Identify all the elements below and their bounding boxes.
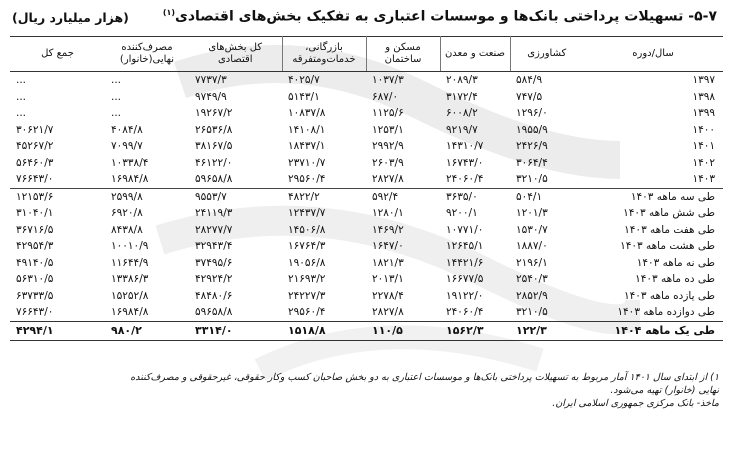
value-cell: ۱۲۸۰/۱ bbox=[372, 207, 404, 220]
value-cell: ۳۰۶۴/۴ bbox=[516, 156, 548, 169]
table-row bbox=[10, 89, 723, 106]
value-cell: ۷۶۶۴۳/۰ bbox=[16, 306, 54, 319]
value-cell: ۱۶۴۷/۰ bbox=[372, 240, 404, 253]
value-cell: ۲۵۴۰/۳ bbox=[516, 273, 548, 286]
period-cell: ۱۴۰۲ bbox=[692, 156, 715, 169]
value-cell: ۸۴۳۸/۸ bbox=[111, 223, 143, 236]
column-header: کشاورزی bbox=[510, 37, 583, 72]
value-cell: ۶۳۷۳۳/۵ bbox=[16, 289, 54, 302]
value-cell: ۲۸۲۷۷/۷ bbox=[195, 223, 233, 236]
value-cell: ۲۴۰۶۰/۴ bbox=[440, 171, 510, 188]
value-cell: ۱۶۹۸۴/۸ bbox=[111, 306, 149, 319]
period-cell: ۱۴۰۳ bbox=[583, 171, 723, 188]
value-cell: ۱۲۵۳/۱ bbox=[372, 123, 404, 136]
period-cell: ۱۴۰۱ bbox=[692, 140, 715, 153]
value-cell: ۳۲۱۰/۵ bbox=[516, 306, 548, 319]
value-cell: ۴۵۲۶۷/۲ bbox=[16, 140, 54, 153]
value-cell: ۳۷۴۹۵/۶ bbox=[195, 256, 233, 269]
value-cell: ۳۲۹۴۳/۴ bbox=[195, 240, 233, 253]
value-cell: ... bbox=[16, 90, 27, 103]
column-header: کل بخش‌های اقتصادی bbox=[189, 37, 282, 72]
period-cell: طی ده ماهه ۱۴۰۳ bbox=[635, 273, 715, 286]
value-cell: ۱۴۳۱۰/۷ bbox=[446, 140, 484, 153]
value-cell: ۱۲۰۱/۳ bbox=[516, 207, 548, 220]
value-cell: ۲۴۲۶/۹ bbox=[516, 140, 548, 153]
value-cell: ۱۴۱۰۸/۱ bbox=[288, 123, 326, 136]
value-cell: ۱۱۶۴۴/۹ bbox=[111, 256, 149, 269]
source-note: ماخذ- بانک مرکزی جمهوری اسلامی ایران. bbox=[552, 398, 719, 409]
value-cell: ... bbox=[111, 107, 122, 120]
value-cell: ۲۱۶۹۳/۲ bbox=[288, 273, 326, 286]
value-cell: ۳۸۱۶۷/۵ bbox=[195, 140, 233, 153]
value-cell: ۷۰۹۹/۷ bbox=[111, 140, 143, 153]
period-cell: ۱۳۹۸ bbox=[692, 90, 715, 103]
value-cell: ۶۸۷/۰ bbox=[372, 90, 399, 103]
value-cell: ۱۲۶۴۵/۱ bbox=[446, 240, 484, 253]
value-cell: ۱۰۷۷۱/۰ bbox=[446, 223, 484, 236]
value-cell: ۱۸۲۱/۳ bbox=[372, 256, 404, 269]
footnote-1-continued: نهایی (خانوار) تهیه می‌شود. bbox=[610, 385, 719, 396]
value-cell: ۲۸۲۷/۸ bbox=[366, 171, 440, 188]
value-cell: ۱۸۸۷/۰ bbox=[516, 240, 548, 253]
value-cell: ۲۴۱۱۹/۳ bbox=[195, 207, 233, 220]
value-cell: ۵۸۴/۹ bbox=[516, 74, 543, 87]
table-row bbox=[10, 288, 723, 305]
value-cell: ۵۶۳۱۰/۵ bbox=[16, 273, 54, 286]
value-cell: ۳۶۷۱۶/۵ bbox=[16, 223, 54, 236]
value-cell: ۱۰۳۳۸/۴ bbox=[111, 156, 149, 169]
footnote-1: ۱) از ابتدای سال ۱۴۰۱ آمار مربوط به تسهیلات پرداختی بانک‌ها و موسسات اعتباری به دو بخش صاحبان کسب وکار حقوقی، غیرحقوقی و مصرف‌کننده bbox=[130, 372, 719, 383]
title-footnote-marker: (۱) bbox=[162, 8, 176, 17]
value-cell: ۱۹۵۵/۹ bbox=[516, 123, 548, 136]
value-cell: ۵۹۲/۴ bbox=[372, 190, 399, 203]
table-row bbox=[10, 188, 723, 205]
period-cell: طی یازده ماهه ۱۴۰۳ bbox=[623, 289, 715, 302]
table-row bbox=[10, 304, 723, 321]
period-cell: طی سه ماهه ۱۴۰۳ bbox=[630, 190, 715, 203]
value-cell: ۵۰۴/۱ bbox=[516, 190, 543, 203]
value-cell: ۱۵۲۵۲/۸ bbox=[111, 289, 149, 302]
table-body bbox=[10, 72, 723, 341]
table-row bbox=[10, 72, 723, 89]
period-cell: طی یک ماهه ۱۴۰۴ bbox=[583, 321, 723, 340]
value-cell: ۱۰۰۱۰/۹ bbox=[111, 240, 149, 253]
period-cell: ۱۳۹۹ bbox=[692, 107, 715, 120]
value-cell: ۳۲۱۰/۵ bbox=[510, 171, 583, 188]
value-cell: ۲۴۲۲۷/۳ bbox=[288, 289, 326, 302]
table-row bbox=[10, 222, 723, 239]
value-cell: ۱۹۰۵۶/۸ bbox=[288, 256, 326, 269]
value-cell: ۱۸۴۳۷/۱ bbox=[288, 140, 326, 153]
table-row bbox=[10, 155, 723, 172]
column-header: بازرگانی، خدمات‌ومتفرقه bbox=[282, 37, 366, 72]
value-cell: ۷۴۷/۵ bbox=[516, 90, 543, 103]
table-head bbox=[10, 37, 723, 72]
value-cell: ۲۳۷۱۰/۷ bbox=[288, 156, 326, 169]
column-header: مسکن و ساختمان bbox=[366, 37, 440, 72]
column-header: صنعت و معدن bbox=[440, 37, 510, 72]
period-cell: طی نه ماهه ۱۴۰۳ bbox=[636, 256, 715, 269]
value-cell: ۹۷۴۹/۹ bbox=[195, 90, 227, 103]
column-header: جمع کل bbox=[10, 37, 105, 72]
value-cell: ۴۲۹۲۴/۲ bbox=[195, 273, 233, 286]
value-cell: ۴۸۴۸۰/۶ bbox=[195, 289, 233, 302]
value-cell: ۱۴۴۲۱/۶ bbox=[446, 256, 484, 269]
period-cell: طی دوازده ماهه ۱۴۰۳ bbox=[617, 306, 715, 319]
value-cell: ۹۲۰۰/۱ bbox=[446, 207, 478, 220]
value-cell: ۴۲۹۵۴/۳ bbox=[16, 240, 54, 253]
table-title-text: ۵-۷- تسهیلات پرداختی بانک‌ها و موسسات اعتباری به تفکیک بخش‌های اقتصادی bbox=[175, 8, 717, 25]
table-row bbox=[10, 171, 723, 188]
period-cell: طی هشت ماهه ۱۴۰۳ bbox=[620, 240, 715, 253]
value-cell: ۵۹۶۵۸/۸ bbox=[189, 171, 282, 188]
value-cell: ۱۱۰/۵ bbox=[366, 321, 440, 340]
data-table bbox=[10, 36, 723, 341]
value-cell: ۴۰۲۵/۷ bbox=[288, 74, 320, 87]
value-cell: ۳۰۶۲۱/۷ bbox=[16, 123, 54, 136]
value-cell: ۱۲۲/۳ bbox=[510, 321, 583, 340]
value-cell: ۲۵۹۹/۸ bbox=[111, 190, 143, 203]
table-row bbox=[10, 238, 723, 255]
value-cell: ۱۲۴۳۷/۷ bbox=[288, 207, 326, 220]
value-cell: ۲۰۸۹/۳ bbox=[446, 74, 478, 87]
column-header: مصرف‌کننده نهایی(خانوار) bbox=[105, 37, 189, 72]
unit-label: (هزار میلیارد ریال) bbox=[12, 10, 129, 25]
period-cell: ۱۳۹۷ bbox=[692, 74, 715, 87]
value-cell: ۱۵۶۲/۳ bbox=[440, 321, 510, 340]
value-cell: ۴۹۱۴۰/۵ bbox=[16, 256, 54, 269]
value-cell: ۲۶۵۳۶/۸ bbox=[195, 123, 233, 136]
value-cell: ۱۶۹۸۴/۸ bbox=[105, 171, 189, 188]
table-row bbox=[10, 271, 723, 288]
value-cell: ۳۶۳۵/۰ bbox=[446, 190, 478, 203]
value-cell: ۷۷۳۷/۳ bbox=[195, 74, 227, 87]
value-cell: ۴۶۱۲۲/۰ bbox=[195, 156, 233, 169]
value-cell: ۱۴۶۹/۲ bbox=[372, 223, 404, 236]
value-cell: ۱۵۱۸/۸ bbox=[282, 321, 366, 340]
value-cell: ۱۳۳۸۶/۳ bbox=[111, 273, 149, 286]
value-cell: ۲۰۱۳/۱ bbox=[372, 273, 404, 286]
value-cell: ۴۸۲۲/۲ bbox=[288, 190, 320, 203]
period-cell: طی شش ماهه ۱۴۰۳ bbox=[623, 207, 715, 220]
value-cell: ۲۴۰۶۰/۴ bbox=[446, 306, 484, 319]
value-cell: ۶۹۲۰/۸ bbox=[111, 207, 143, 220]
table-row bbox=[10, 255, 723, 272]
value-cell: ۱۹۱۲۲/۰ bbox=[446, 289, 484, 302]
value-cell: ... bbox=[16, 74, 27, 87]
value-cell: ۱۲۱۵۳/۶ bbox=[16, 190, 54, 203]
value-cell: ۱۵۳۰/۷ bbox=[516, 223, 548, 236]
value-cell: ۳۳۱۴/۰ bbox=[189, 321, 282, 340]
value-cell: ۱۹۲۶۷/۲ bbox=[195, 107, 233, 120]
value-cell: ۱۰۳۷/۳ bbox=[372, 74, 404, 87]
table-row bbox=[10, 138, 723, 155]
value-cell: ... bbox=[111, 74, 122, 87]
header-row bbox=[10, 37, 723, 72]
value-cell: ۱۰۸۳۷/۸ bbox=[288, 107, 326, 120]
period-cell: طی هفت ماهه ۱۴۰۳ bbox=[624, 223, 715, 236]
value-cell: ۲۲۷۸/۴ bbox=[372, 289, 404, 302]
value-cell: ۲۱۹۶/۱ bbox=[516, 256, 548, 269]
value-cell: ۵۹۶۵۸/۸ bbox=[195, 306, 233, 319]
value-cell: ۴۰۸۴/۸ bbox=[111, 123, 143, 136]
value-cell: ۲۶۰۳/۹ bbox=[372, 156, 404, 169]
value-cell: ... bbox=[111, 90, 122, 103]
value-cell: ۹۸۰/۲ bbox=[105, 321, 189, 340]
value-cell: ۲۸۵۲/۹ bbox=[516, 289, 548, 302]
value-cell: ... bbox=[16, 107, 27, 120]
footnotes bbox=[10, 371, 719, 410]
value-cell: ۵۶۴۶۰/۳ bbox=[16, 156, 54, 169]
value-cell: ۴۲۹۴/۱ bbox=[10, 321, 105, 340]
value-cell: ۲۹۵۶۰/۴ bbox=[282, 171, 366, 188]
value-cell: ۲۸۲۷/۸ bbox=[372, 306, 404, 319]
value-cell: ۱۶۷۶۴/۳ bbox=[288, 240, 326, 253]
value-cell: ۳۱۷۲/۴ bbox=[446, 90, 478, 103]
value-cell: ۲۹۵۶۰/۴ bbox=[288, 306, 326, 319]
value-cell: ۹۵۵۳/۷ bbox=[195, 190, 227, 203]
value-cell: ۹۲۱۹/۷ bbox=[446, 123, 478, 136]
value-cell: ۱۶۶۷۷/۵ bbox=[446, 273, 484, 286]
value-cell: ۶۰۰۸/۲ bbox=[446, 107, 478, 120]
table-title bbox=[163, 8, 717, 25]
value-cell: ۱۴۵۰۶/۸ bbox=[288, 223, 326, 236]
table-row bbox=[10, 205, 723, 222]
table-row bbox=[10, 122, 723, 139]
value-cell: ۷۶۶۴۳/۰ bbox=[10, 171, 105, 188]
value-cell: ۱۶۷۴۳/۰ bbox=[446, 156, 484, 169]
value-cell: ۱۲۹۶/۰ bbox=[516, 107, 548, 120]
value-cell: ۳۱۰۴۰/۱ bbox=[16, 207, 54, 220]
column-header: سال/دوره bbox=[583, 37, 723, 72]
value-cell: ۵۱۴۳/۱ bbox=[288, 90, 320, 103]
period-cell: ۱۴۰۰ bbox=[692, 123, 715, 136]
table-row bbox=[10, 321, 723, 340]
table-header bbox=[10, 6, 721, 32]
table-row bbox=[10, 105, 723, 122]
value-cell: ۲۹۹۲/۹ bbox=[372, 140, 404, 153]
value-cell: ۱۱۲۵/۶ bbox=[372, 107, 404, 120]
